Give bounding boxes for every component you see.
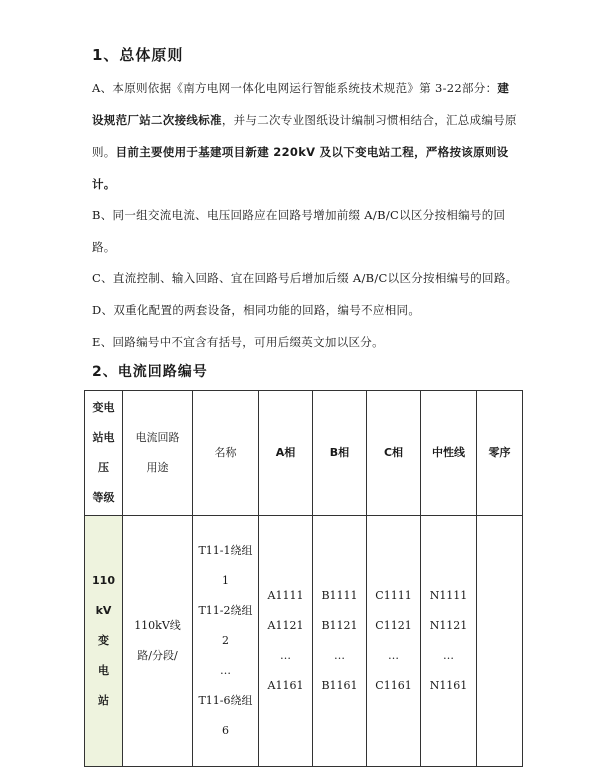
paragraph-b: B、同一组交流电流、电压回路应在回路号增加前缀 A/B/C以区分按相编号的回路。 <box>92 208 506 254</box>
header-name: 名称 <box>193 391 259 516</box>
paragraph-a-label: A、 <box>92 81 113 95</box>
cell-circuit-usage: 110kV线 路/分段/ <box>123 516 193 767</box>
paragraph-e: E、回路编号中不宜含有括号，可用后缀英文加以区分。 <box>92 335 384 349</box>
cell-phase-c: C1111 C1121 … C1161 <box>367 516 421 767</box>
header-voltage-level: 变电 站电 压 等级 <box>85 391 123 516</box>
cell-neutral: N1111 N1121 … N1161 <box>421 516 477 767</box>
section-2-title: 2、电流回路编号 <box>92 364 208 380</box>
paragraph-a-text1: 本原则依据《南方电网一体化电网运行智能系统技术规范》第 3-22部分： <box>112 81 498 95</box>
section-1-title: 1、总体原则 <box>92 46 184 64</box>
header-neutral: 中性线 <box>421 391 477 516</box>
cell-names: T11-1绕组 1 T11-2绕组 2 … T11-6绕组 6 <box>193 516 259 767</box>
cell-phase-b: B1111 B1121 … B1161 <box>313 516 367 767</box>
paragraph-d: D、双重化配置的两套设备，相同功能的回路，编号不应相同。 <box>92 303 421 317</box>
header-circuit-usage: 电流回路 用途 <box>123 391 193 516</box>
header-phase-b: B相 <box>313 391 367 516</box>
paragraph-a-bold2: 目前主要使用于基建项目新建 220kV 及以下变电站工程，严格按该原则设计。 <box>92 145 509 191</box>
paragraph-a-bold1: 建设规范厂站二次接线标准 <box>92 81 510 127</box>
cell-voltage-level: 110 kV 变 电 站 <box>85 516 123 767</box>
current-circuit-table <box>84 390 523 767</box>
paragraph-c: C、直流控制、输入回路、宜在回路号后增加后缀 A/B/C以区分按相编号的回路。 <box>92 271 518 285</box>
header-phase-c: C相 <box>367 391 421 516</box>
header-phase-a: A相 <box>259 391 313 516</box>
cell-phase-a: A1111 A1121 … A1161 <box>259 516 313 767</box>
cell-zero-sequence <box>477 516 523 767</box>
table-row <box>85 516 523 767</box>
paragraph-a-text2: ，并与二次专业图纸设计编制习惯相结合，汇总成编号原则。 <box>92 113 517 159</box>
header-zero-sequence: 零序 <box>477 391 523 516</box>
paragraph-a <box>92 72 520 200</box>
table-header-row <box>85 391 523 516</box>
